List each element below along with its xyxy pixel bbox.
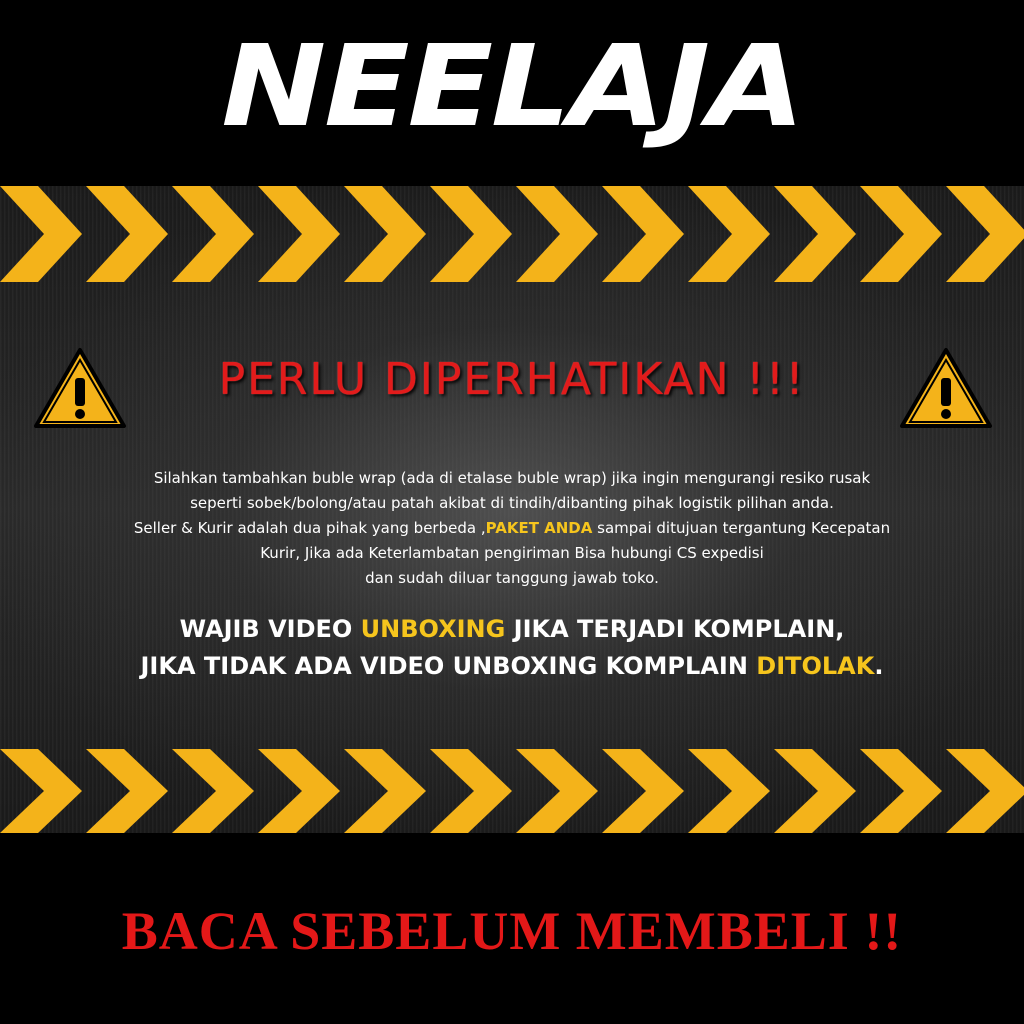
unboxing-highlight: UNBOXING [360,615,506,643]
chevron-stripe [344,749,426,833]
chevron-stripe [258,749,340,833]
rule-line [40,648,984,685]
chevron-stripe [86,749,168,833]
chevron-stripe [774,186,856,282]
chevron-stripe [946,749,1024,833]
notice-line [60,516,964,541]
rule-text: JIKA TIDAK ADA VIDEO UNBOXING KOMPLAIN [140,652,757,680]
chevron-stripe [688,749,770,833]
rule-text: JIKA TERJADI KOMPLAIN, [505,615,845,643]
notice-line: seperti sobek/bolong/atau patah akibat di tindih/dibanting pihak logistik pilihan anda. [190,494,834,512]
chevron-stripe [516,186,598,282]
notice-line: Silahkan tambahkan buble wrap (ada di etalase buble wrap) jika ingin mengurangi resiko rusak [153,469,871,487]
footer-warning: BACA SEBELUM MEMBELI !! [121,901,903,961]
chevron-stripe [172,186,254,282]
chevron-stripe [430,186,512,282]
notice-text: sampai ditujuan tergantung Kecepatan [592,519,891,537]
chevron-stripe [172,749,254,833]
chevron-stripe [602,186,684,282]
rule-text: . [874,652,884,680]
notice-paragraph [60,466,964,591]
chevron-stripe [516,749,598,833]
hazard-stripe-top [0,186,1024,282]
warning-banner [0,186,1024,833]
notice-text: Seller & Kurir adalah dua pihak yang berbeda , [133,519,486,537]
rule-line [40,611,984,648]
notice-line: dan sudah diluar tanggung jawab toko. [365,569,659,587]
notice-line: Kurir, Jika ada Keterlambatan pengiriman Bisa hubungi CS expedisi [260,544,764,562]
chevron-stripe [86,186,168,282]
unboxing-rule [40,611,984,685]
chevron-stripe [860,749,942,833]
chevron-stripe [860,186,942,282]
chevron-stripe [0,186,82,282]
chevron-stripe [344,186,426,282]
rule-text: WAJIB VIDEO [179,615,361,643]
chevron-stripe [430,749,512,833]
chevron-stripe [774,749,856,833]
package-highlight: PAKET ANDA [485,519,593,537]
warning-headline: PERLU DIPERHATIKAN !!! [218,354,806,405]
chevron-stripe [0,749,82,833]
chevron-stripe [258,186,340,282]
brand-logo-text: NEELAJA [221,22,803,152]
chevron-stripe [602,749,684,833]
chevron-stripe [946,186,1024,282]
chevron-stripe [688,186,770,282]
rejected-highlight: DITOLAK [756,652,875,680]
hazard-stripe-bottom [0,749,1024,833]
